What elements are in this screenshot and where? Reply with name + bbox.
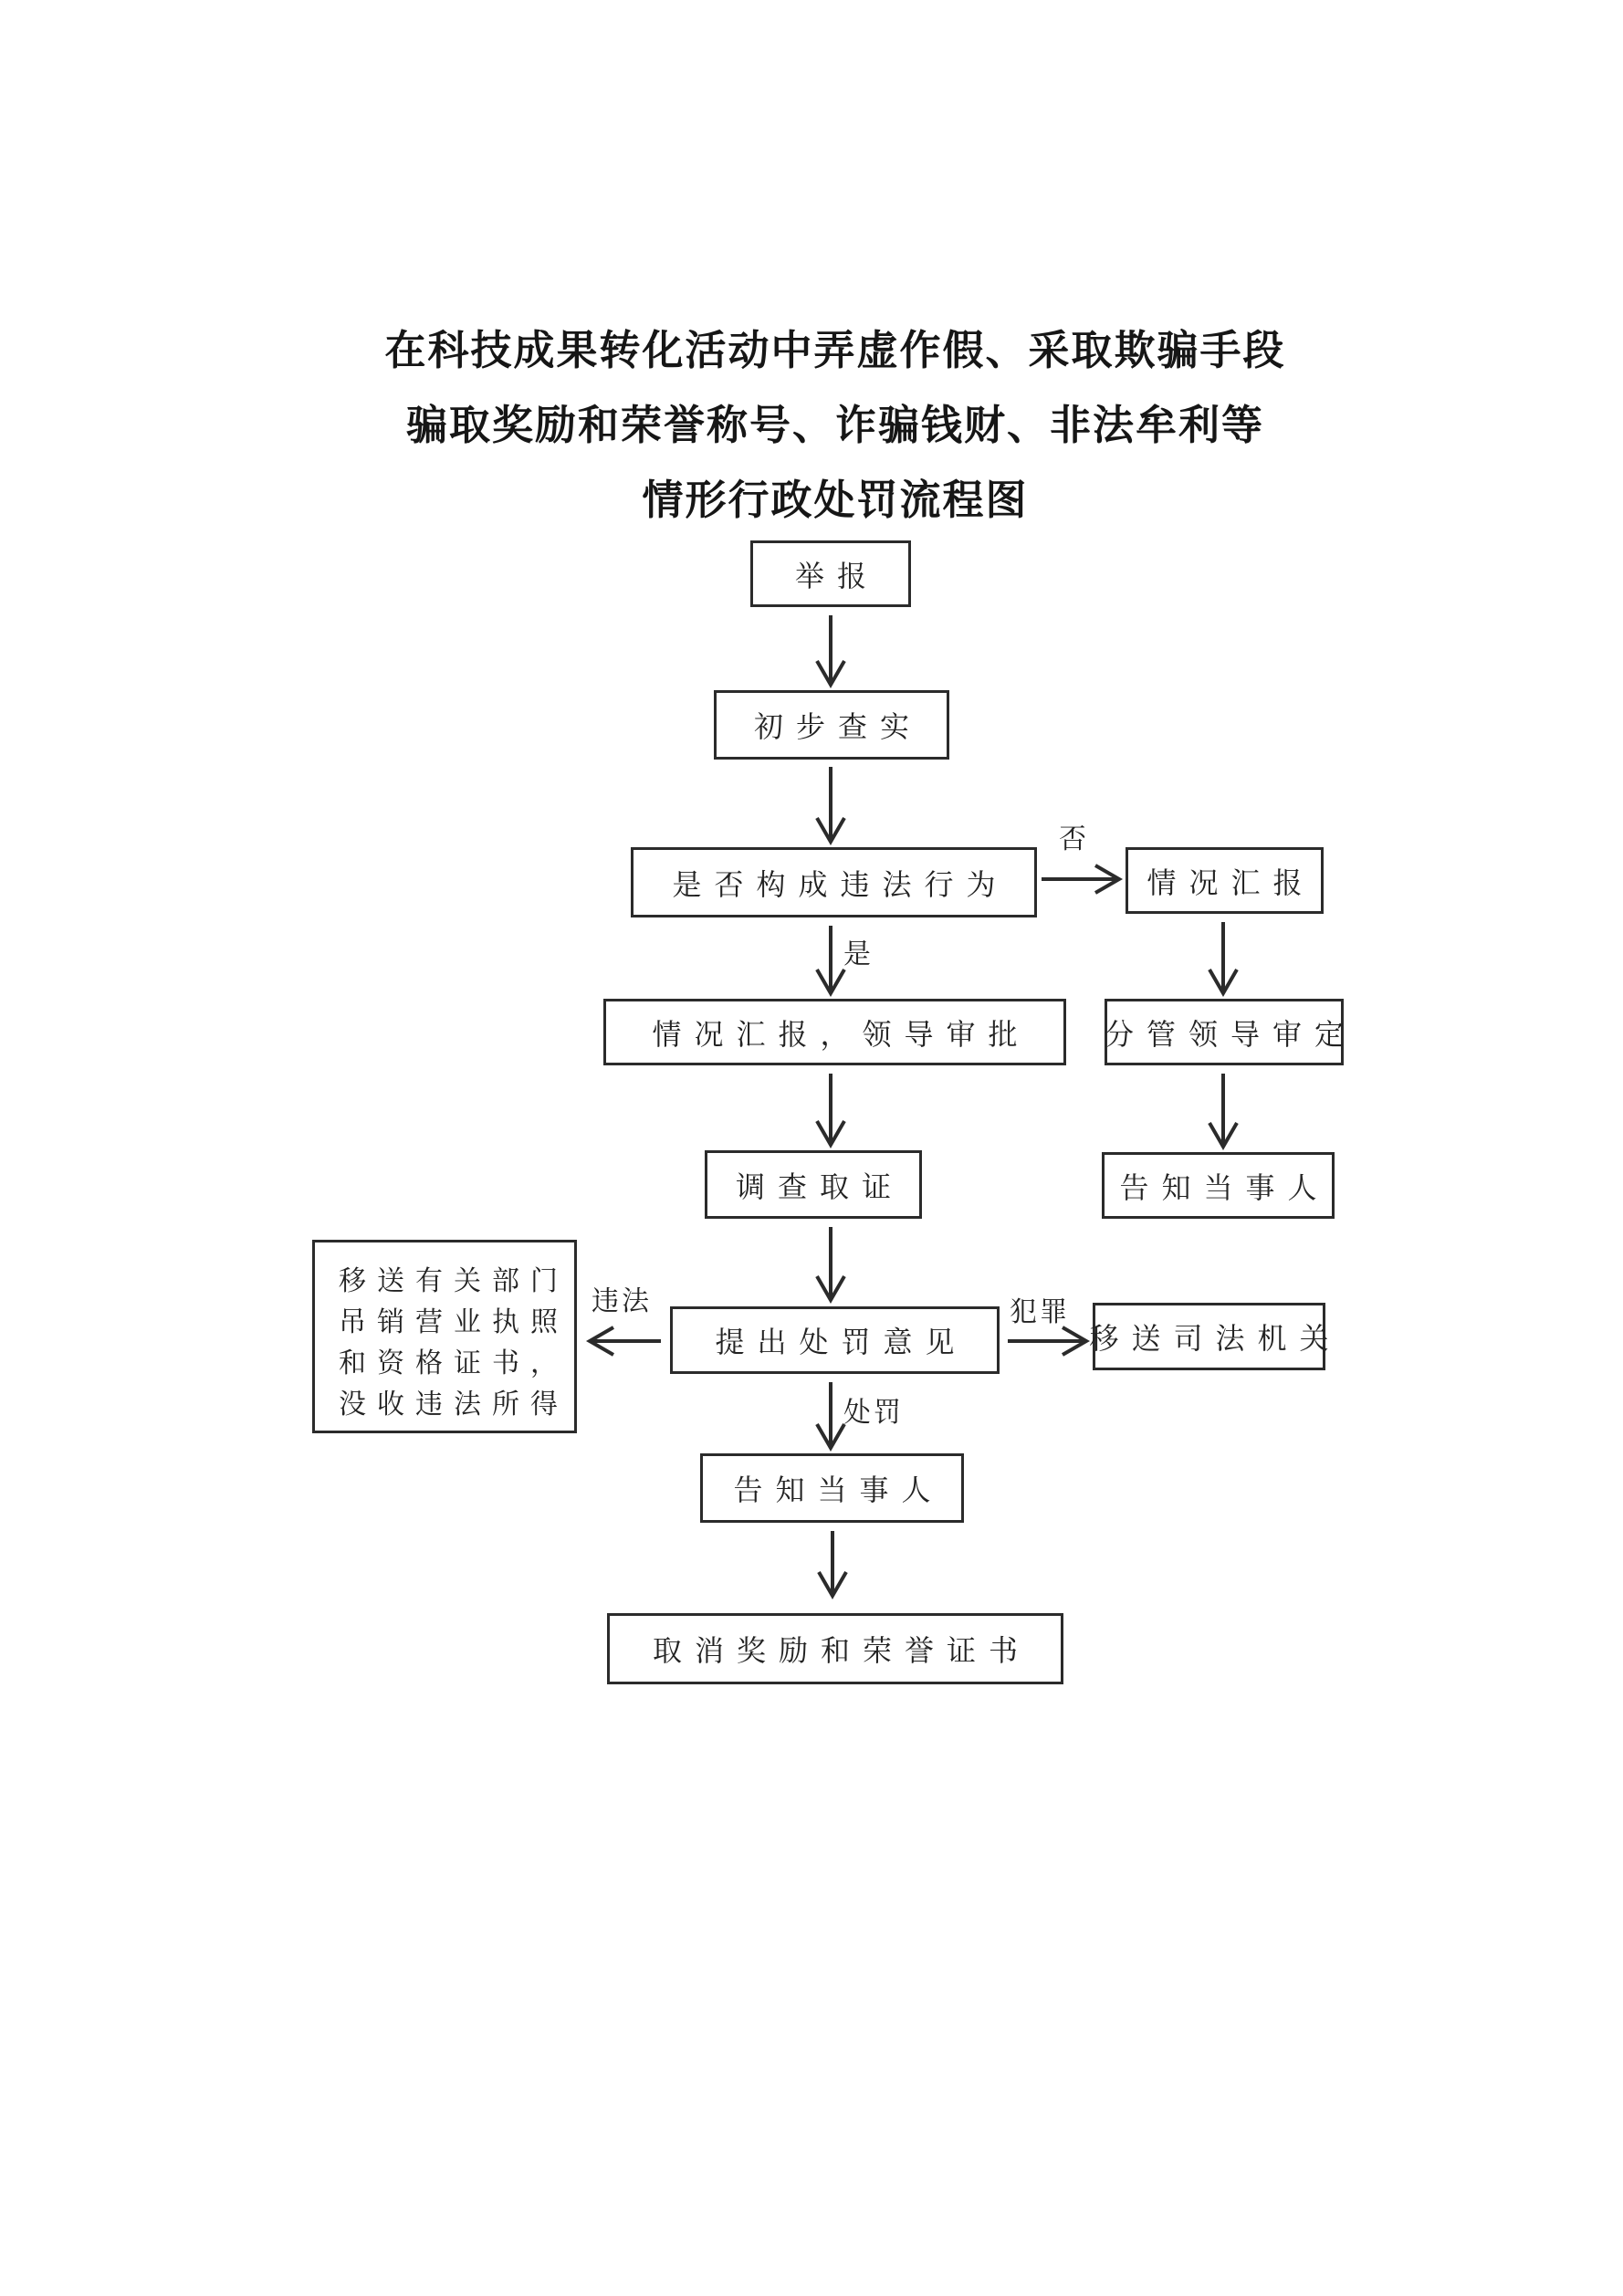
node-jubao: 举报 [750, 540, 911, 607]
node-diaocha-quzheng: 调查取证 [705, 1150, 922, 1219]
arrow-fenguan-to-gaozhi-right [1209, 1074, 1237, 1147]
page-title-line-1: 在科技成果转化活动中弄虚作假、采取欺骗手段 [384, 328, 1286, 373]
edge-label-fanzui: 犯罪 [1010, 1297, 1070, 1327]
arrow-shifou-to-qingkuang-huibao [1042, 865, 1119, 893]
node-yisong-sifa: 移送司法机关 [1093, 1303, 1325, 1370]
arrow-gaozhi-main-to-quxiao [819, 1531, 846, 1596]
arrow-qingkuang-lingdao-to-diaocha [817, 1074, 844, 1145]
page-title-line-3: 情形行政处罚流程图 [642, 477, 1029, 523]
arrow-diaocha-to-tichu [817, 1227, 844, 1300]
node-yisong-bumen-line-3: 和资格证书， [339, 1348, 569, 1379]
arrow-tichu-to-yisong-sifa [1008, 1327, 1086, 1355]
node-chubu-chashi: 初步查实 [714, 690, 949, 760]
node-gaozhi-dangshiren-main: 告知当事人 [700, 1453, 964, 1523]
edge-label-chufa: 处罚 [843, 1398, 904, 1428]
node-qingkuang-huibao: 情况汇报 [1126, 847, 1324, 914]
node-gaozhi-dangshiren-right: 告知当事人 [1102, 1152, 1335, 1219]
node-yisong-bumen [312, 1240, 577, 1433]
node-shifou-goucheng: 是否构成违法行为 [631, 847, 1037, 917]
node-qingkuang-lingdao: 情况汇报，领导审批 [603, 999, 1066, 1065]
arrow-qingkuang-huibao-to-fenguan [1209, 922, 1237, 993]
arrow-tichu-to-gaozhi-main [817, 1382, 844, 1448]
arrow-shifou-to-qingkuang-lingdao [817, 926, 844, 993]
page-title-line-2: 骗取奖励和荣誉称号、诈骗钱财、非法牟利等 [405, 403, 1265, 448]
edge-label-weifa: 违法 [592, 1286, 652, 1316]
arrow-tichu-to-yisong-bumen [590, 1327, 661, 1355]
edge-label-no: 否 [1059, 824, 1089, 854]
arrow-jubao-to-chubu [817, 615, 844, 685]
node-quxiao-zhengshu: 取消奖励和荣誉证书 [607, 1613, 1063, 1684]
node-yisong-bumen-line-1: 移送有关部门 [339, 1266, 569, 1296]
edge-label-yes: 是 [843, 939, 874, 970]
node-yisong-bumen-line-2: 吊销营业执照 [339, 1307, 569, 1337]
node-yisong-bumen-line-4: 没收违法所得 [339, 1389, 569, 1420]
node-tichu-chufa: 提出处罚意见 [670, 1306, 1000, 1374]
node-fenguan-shending: 分管领导审定 [1105, 999, 1344, 1065]
arrow-chubu-to-shifou [817, 767, 844, 842]
